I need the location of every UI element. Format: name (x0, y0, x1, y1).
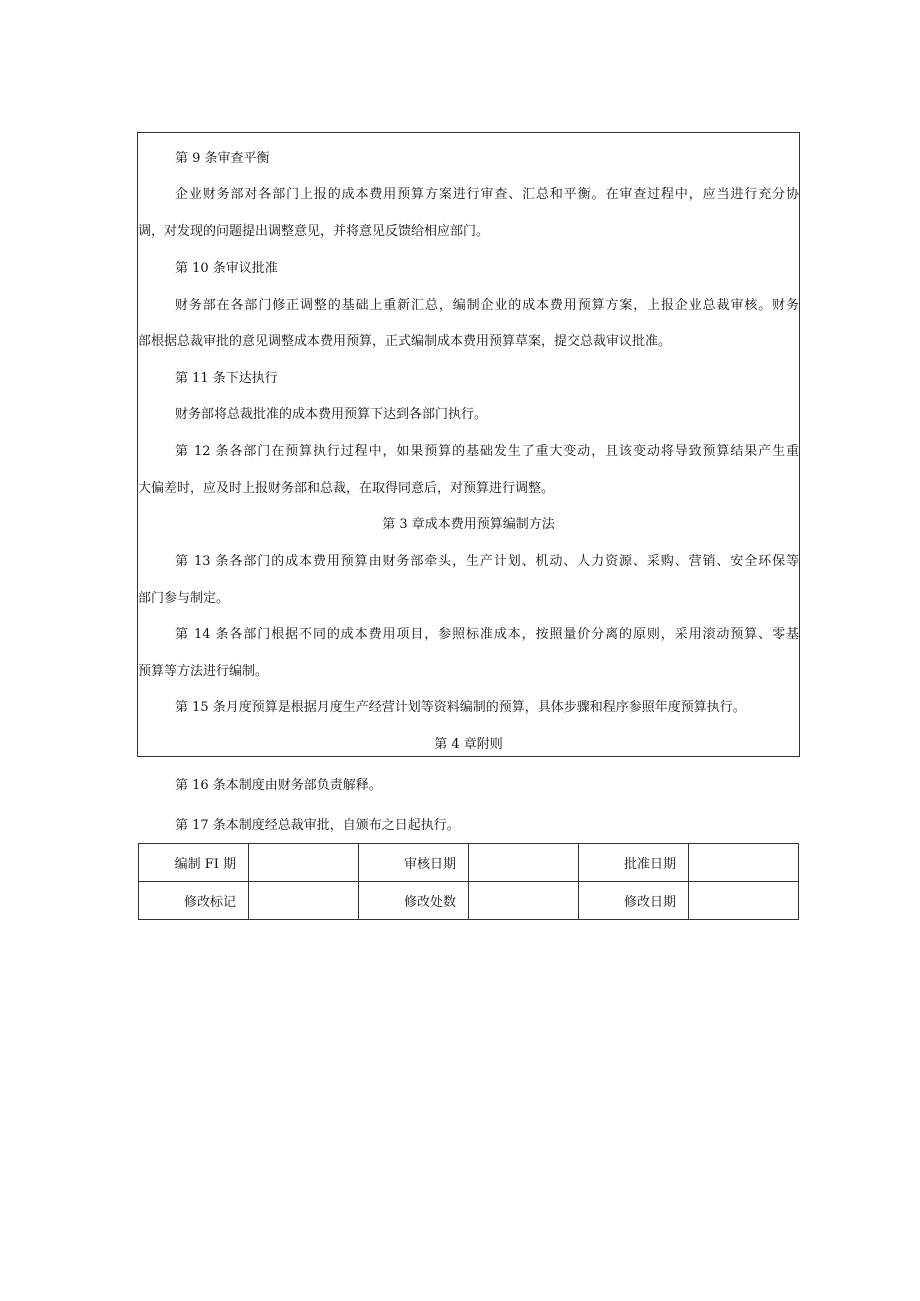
revision-count-value[interactable] (469, 882, 579, 920)
article-17: 第 17 条本制度经总裁审批，自颁布之日起执行。 (175, 818, 460, 833)
signoff-table (138, 843, 799, 920)
article-13-line-1: 第 13 条各部门的成本费用预算由财务部牵头，生产计划、机动、人力资源、采购、营销、安全环保等 (175, 554, 799, 569)
revision-count-label: 修改处数 (359, 882, 469, 920)
revision-date-label: 修改日期 (579, 882, 689, 920)
article-13-line-2: 部门参与制定。 (138, 591, 230, 606)
approval-date-value[interactable] (689, 844, 799, 882)
article-10-body-line-2: 部根据总裁审批的意见调整成本费用预算，正式编制成本费用预算草案，提交总裁审议批准。 (138, 334, 672, 349)
article-11-title: 第 11 条下达执行 (175, 371, 278, 386)
signoff-row-1 (139, 844, 799, 882)
article-14-line-1: 第 14 条各部门根据不同的成本费用项目，参照标准成本，按照量价分离的原则，采用滚动预算、零基 (175, 627, 799, 642)
revision-date-value[interactable] (689, 882, 799, 920)
prepared-date-label: 编制 FI 期 (139, 844, 249, 882)
chapter-4-heading: 第 4 章附则 (434, 737, 503, 752)
review-date-label: 审核日期 (359, 844, 469, 882)
article-12-line-2: 大偏差时，应及时上报财务部和总裁，在取得同意后，对预算进行调整。 (138, 481, 555, 496)
revision-mark-label: 修改标记 (139, 882, 249, 920)
review-date-value[interactable] (469, 844, 579, 882)
prepared-date-value[interactable] (249, 844, 359, 882)
article-9-title: 第 9 条审查平衡 (175, 151, 270, 166)
approval-date-label: 批准日期 (579, 844, 689, 882)
article-9-body-line-2: 调，对发现的问题提出调整意见，并将意见反馈给相应部门。 (138, 224, 490, 239)
article-16: 第 16 条本制度由财务部负责解释。 (175, 778, 382, 793)
article-10-title: 第 10 条审议批准 (175, 261, 278, 276)
signoff-row-2 (139, 882, 799, 920)
article-14-line-2: 预算等方法进行编制。 (138, 664, 269, 679)
article-15: 第 15 条月度预算是根据月度生产经营计划等资料编制的预算，具体步骤和程序参照年度预算执行。 (175, 700, 746, 715)
article-10-body-line-1: 财务部在各部门修正调整的基础上重新汇总，编制企业的成本费用预算方案，上报企业总裁审核。财务 (175, 298, 799, 313)
article-11-body: 财务部将总裁批准的成本费用预算下达到各部门执行。 (175, 407, 488, 422)
revision-mark-value[interactable] (249, 882, 359, 920)
chapter-3-heading: 第 3 章成本费用预算编制方法 (382, 517, 555, 532)
article-12-line-1: 第 12 条各部门在预算执行过程中，如果预算的基础发生了重大变动，且该变动将导致预算结果产生重 (175, 444, 799, 459)
article-9-body-line-1: 企业财务部对各部门上报的成本费用预算方案进行审查、汇总和平衡。在审查过程中，应当进行充分协 (175, 187, 799, 202)
